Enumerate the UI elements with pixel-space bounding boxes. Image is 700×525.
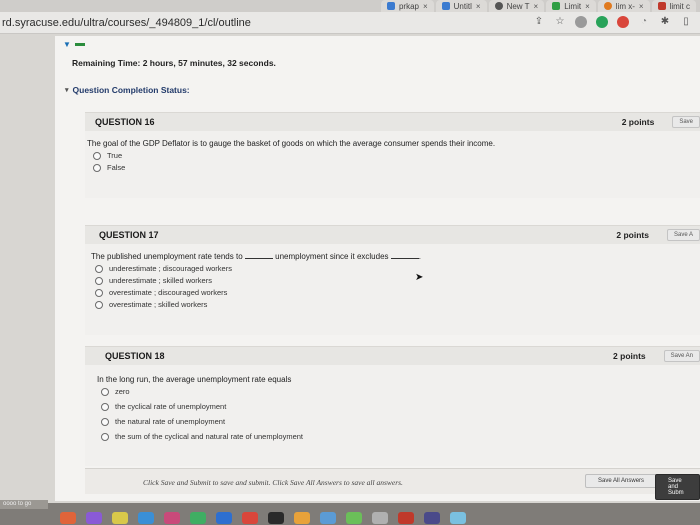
browser-tab[interactable]: limit c	[652, 0, 696, 12]
question-body	[85, 139, 700, 172]
puzzle-icon[interactable]: ✱	[660, 16, 670, 27]
extension-icon[interactable]: ◔	[640, 16, 648, 27]
radio-button[interactable]	[95, 301, 103, 309]
browser-tab[interactable]: prkap ×	[381, 0, 434, 12]
question-block	[85, 346, 700, 466]
question-header	[85, 347, 700, 365]
submit-bar	[85, 468, 700, 494]
close-icon[interactable]: ×	[422, 1, 428, 11]
browser-tab-bar	[0, 0, 700, 12]
answer-option[interactable]	[91, 264, 700, 273]
close-icon[interactable]: ×	[638, 1, 644, 11]
answer-label: False	[107, 163, 126, 172]
answer-label: the natural rate of unemployment	[115, 417, 226, 426]
progress-marker-icon	[75, 43, 85, 46]
question-number: QUESTION 16	[95, 117, 155, 127]
symbolab-icon	[658, 2, 666, 10]
answer-option[interactable]	[91, 300, 700, 309]
blank-line	[245, 252, 273, 259]
question-points: 2 points	[621, 117, 655, 127]
footer-instructions: Click Save and Submit to save and submit. Click Save All Answers to save all answers.	[143, 478, 403, 487]
remaining-time: Remaining Time: 2 hours, 57 minutes, 32 seconds.	[72, 58, 276, 68]
page-icon	[552, 2, 560, 10]
answer-label: overestimate ; skilled workers	[109, 300, 208, 309]
question-header	[85, 226, 700, 244]
radio-button[interactable]	[101, 433, 109, 441]
chevron-down-icon: ▾	[65, 87, 69, 94]
answer-option[interactable]	[97, 402, 700, 411]
answer-label: overestimate ; discouraged workers	[109, 288, 228, 297]
answer-option[interactable]	[97, 432, 700, 441]
question-block	[85, 112, 700, 198]
bookmark-star-icon[interactable]: ☆	[555, 16, 565, 27]
app-icon[interactable]	[216, 512, 232, 524]
completion-status-label: Question Completion Status:	[72, 85, 190, 95]
answer-label: True	[107, 151, 123, 160]
address-bar[interactable]	[0, 12, 700, 34]
question-header	[85, 113, 700, 131]
question-text: The published unemployment rate tends to unemployment since it excludes .	[91, 252, 421, 261]
doc-icon	[442, 2, 450, 10]
app-icon[interactable]	[164, 512, 180, 524]
app-icon[interactable]	[268, 512, 284, 524]
app-icon[interactable]	[450, 512, 466, 524]
new-tab-icon	[495, 2, 503, 10]
page-icon	[387, 2, 395, 10]
close-icon[interactable]: ×	[585, 1, 590, 11]
answer-label: underestimate ; skilled workers	[109, 276, 212, 285]
app-icon[interactable]	[294, 512, 310, 524]
answer-option[interactable]	[97, 387, 700, 396]
save-all-answers-button[interactable]: Save All Answers	[585, 474, 657, 488]
question-text: In the long run, the average unemployment rate equals	[97, 375, 292, 384]
answer-option[interactable]	[91, 288, 700, 297]
blank-line	[391, 252, 419, 259]
app-icon[interactable]	[372, 512, 388, 524]
question-text: The goal of the GDP Deflator is to gauge the basket of goods on which the average consumer spends their income.	[87, 139, 496, 148]
radio-button[interactable]	[101, 388, 109, 396]
answer-label: the sum of the cyclical and natural rate of unemployment	[115, 432, 304, 441]
caret-down-icon[interactable]: ▼	[63, 40, 71, 49]
radio-button[interactable]	[93, 152, 101, 160]
extension-icon[interactable]	[575, 16, 587, 28]
save-answer-button[interactable]: Save	[672, 116, 700, 128]
extension-icon[interactable]	[617, 16, 629, 28]
radio-button[interactable]	[101, 418, 109, 426]
app-icon[interactable]	[398, 512, 414, 524]
answer-option[interactable]	[87, 163, 700, 172]
app-icon[interactable]	[190, 512, 206, 524]
save-answer-button[interactable]: Save A	[667, 229, 700, 241]
question-number: QUESTION 17	[99, 230, 159, 240]
question-points: 2 points	[616, 230, 649, 240]
radio-button[interactable]	[95, 289, 103, 297]
question-body	[85, 375, 700, 441]
answer-option[interactable]	[91, 276, 700, 285]
close-icon[interactable]: ×	[475, 1, 481, 11]
share-icon[interactable]: ⇪	[534, 16, 544, 27]
answer-label: underestimate ; discouraged workers	[109, 264, 232, 273]
radio-button[interactable]	[93, 164, 101, 172]
question-number: QUESTION 18	[105, 351, 165, 361]
browser-tab[interactable]: New T ×	[489, 0, 545, 12]
app-icon[interactable]	[242, 512, 258, 524]
question-points: 2 points	[613, 351, 646, 361]
app-icon[interactable]	[86, 512, 102, 524]
save-and-submit-button[interactable]: Save and Subm	[655, 474, 700, 500]
save-answer-button[interactable]: Save An	[664, 350, 700, 362]
answer-option[interactable]	[97, 417, 700, 426]
browser-tab[interactable]: Limit ×	[546, 0, 596, 12]
answer-label: the cyclical rate of unemployment	[115, 402, 227, 411]
question-body	[85, 252, 700, 309]
app-icon[interactable]	[60, 512, 76, 524]
extension-icon[interactable]	[596, 16, 608, 28]
answer-option[interactable]	[87, 151, 700, 160]
page-toolbar	[63, 40, 85, 49]
radio-button[interactable]	[95, 265, 103, 273]
app-icon[interactable]	[320, 512, 336, 524]
browser-tab[interactable]: Untitl ×	[436, 0, 487, 12]
page-icon	[604, 2, 612, 10]
question-block	[85, 225, 700, 335]
app-icon[interactable]	[424, 512, 440, 524]
answer-label: zero	[115, 387, 130, 396]
quiz-page	[55, 36, 700, 501]
dock-status-text: oooo to go	[0, 500, 48, 509]
url-text[interactable]: rd.syracuse.edu/ultra/courses/_494809_1/cl/outline	[2, 16, 251, 29]
mouse-cursor-icon: ➤	[415, 272, 424, 283]
app-icon[interactable]	[112, 512, 128, 524]
close-icon[interactable]: ×	[533, 1, 539, 11]
radio-button[interactable]	[95, 277, 103, 285]
menu-icon[interactable]: ▯	[683, 16, 689, 27]
app-icon[interactable]	[138, 512, 154, 524]
dock-icons	[60, 512, 466, 524]
toolbar-icons	[533, 16, 692, 28]
browser-tab[interactable]: lim x- ×	[598, 0, 650, 12]
app-icon[interactable]	[346, 512, 362, 524]
completion-status-toggle[interactable]	[65, 85, 190, 95]
radio-button[interactable]	[101, 403, 109, 411]
